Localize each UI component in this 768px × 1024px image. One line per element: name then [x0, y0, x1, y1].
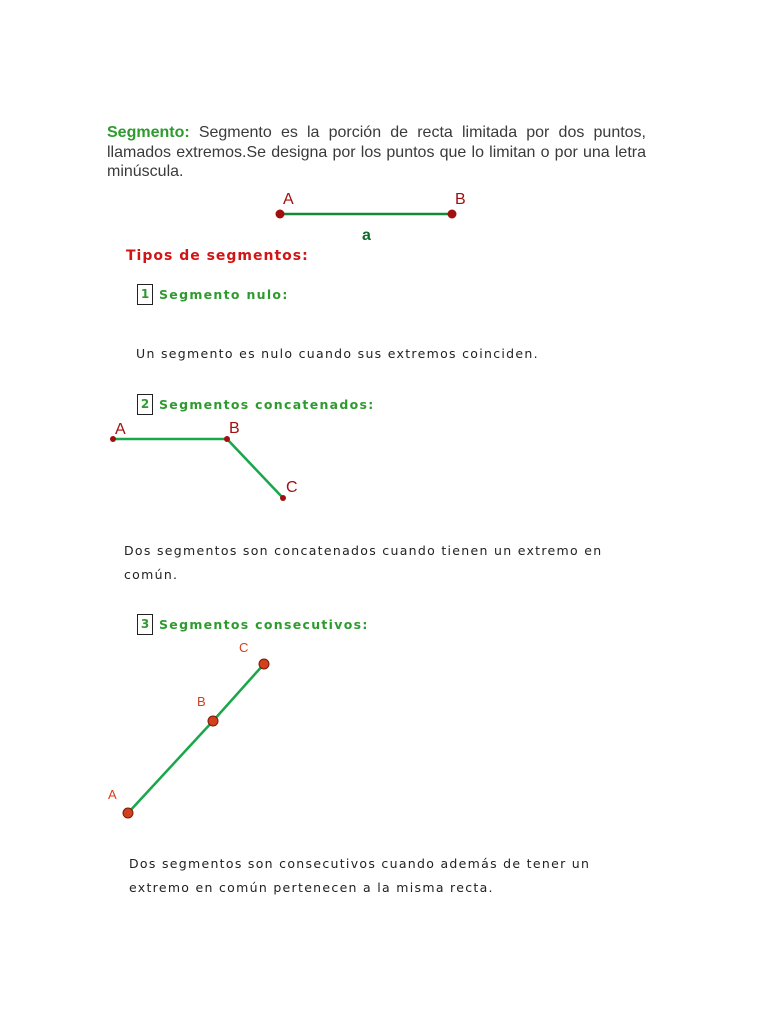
label-b: B [197, 694, 206, 709]
label-c: C [286, 479, 298, 496]
label-b: B [455, 191, 466, 208]
label-c: C [239, 640, 249, 655]
type-2-description: Dos segmentos son concatenados cuando tienen un extremo en común. [124, 543, 603, 582]
type-2-title: Segmentos concatenados: [159, 397, 375, 412]
point-b [448, 210, 457, 219]
consecutive-segments-figure [100, 635, 290, 825]
point-a [123, 808, 133, 818]
type-1-heading [137, 284, 289, 305]
label-a: A [108, 787, 117, 802]
label-segment-a: a [362, 227, 371, 244]
segment-ab-figure [260, 185, 480, 245]
intro-term: Segmento: [107, 124, 190, 141]
label-a: A [283, 191, 294, 208]
type-1-description: Un segmento es nulo cuando sus extremos coinciden. [136, 346, 539, 361]
label-a: A [115, 421, 126, 438]
type-1-number: 1 [137, 284, 153, 305]
point-a [276, 210, 285, 219]
segment-ab-line [128, 721, 213, 813]
type-3-heading [137, 614, 369, 635]
intro-paragraph [107, 123, 646, 182]
type-2-heading [137, 394, 375, 415]
type-3-description: Dos segmentos son consecutivos cuando además de tener un extremo en común pertenecen a la misma recta. [129, 856, 591, 895]
types-title: Tipos de segmentos: [126, 248, 309, 264]
type-2-number: 2 [137, 394, 153, 415]
label-b: B [229, 420, 240, 437]
intro-text: Segmento es la porción de recta limitada por dos puntos, llamados extremos.Se designa por los puntos que lo limitan o por una letra minúscula. [107, 124, 646, 180]
point-b [208, 716, 218, 726]
type-3-title: Segmentos consecutivos: [159, 617, 369, 632]
segment-bc-line [227, 439, 283, 498]
concatenated-segments-figure [100, 415, 320, 510]
type-3-number: 3 [137, 614, 153, 635]
type-1-title: Segmento nulo: [159, 287, 289, 302]
point-c [259, 659, 269, 669]
segment-bc-line [213, 664, 264, 721]
